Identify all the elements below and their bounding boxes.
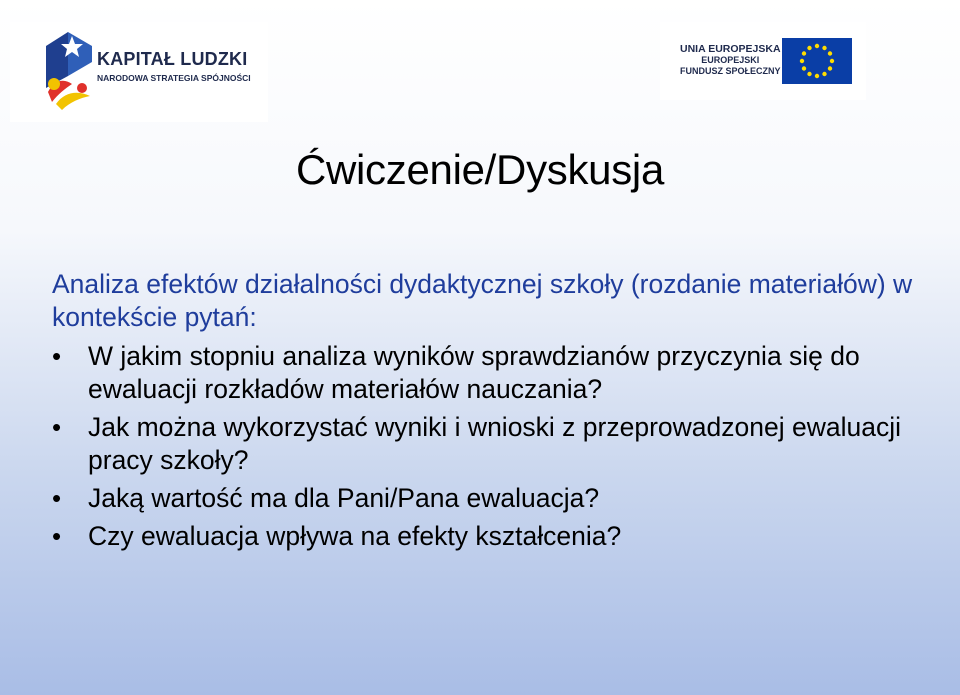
kapital-ludzki-subtitle: NARODOWA STRATEGIA SPÓJNOŚCI	[97, 73, 251, 83]
slide-title: Ćwiczenie/Dyskusja	[295, 146, 665, 193]
kapital-ludzki-star-icon	[42, 32, 98, 112]
slide-intro: Analiza efektów działalności dydaktycznej szkoły (rozdanie materiałów) w kontekście pytań:	[52, 269, 913, 332]
eu-flag-icon	[782, 38, 852, 84]
eu-line-3: FUNDUSZ SPOŁECZNY	[680, 66, 781, 76]
eu-logo	[660, 22, 866, 100]
bullet-item: • Jaką wartość ma dla Pani/Pana ewaluacja?	[52, 482, 932, 515]
bullet-item: • Jak można wykorzystać wyniki i wnioski z przeprowadzonej ewaluacji pracy szkoły?	[52, 411, 932, 477]
slide-body	[52, 268, 932, 558]
bullet-list	[52, 340, 932, 553]
bullet-item: • Czy ewaluacja wpływa na efekty kształcenia?	[52, 520, 932, 553]
eu-line-1: UNIA EUROPEJSKA	[680, 43, 781, 55]
bullet-item: • W jakim stopniu analiza wyników sprawdzianów przyczynia się do ewaluacji rozkładów materiałów nauczania?	[52, 340, 932, 406]
kapital-ludzki-title: KAPITAŁ LUDZKI	[97, 49, 248, 69]
eu-line-2: EUROPEJSKI	[701, 55, 760, 65]
kapital-ludzki-logo	[10, 22, 268, 122]
